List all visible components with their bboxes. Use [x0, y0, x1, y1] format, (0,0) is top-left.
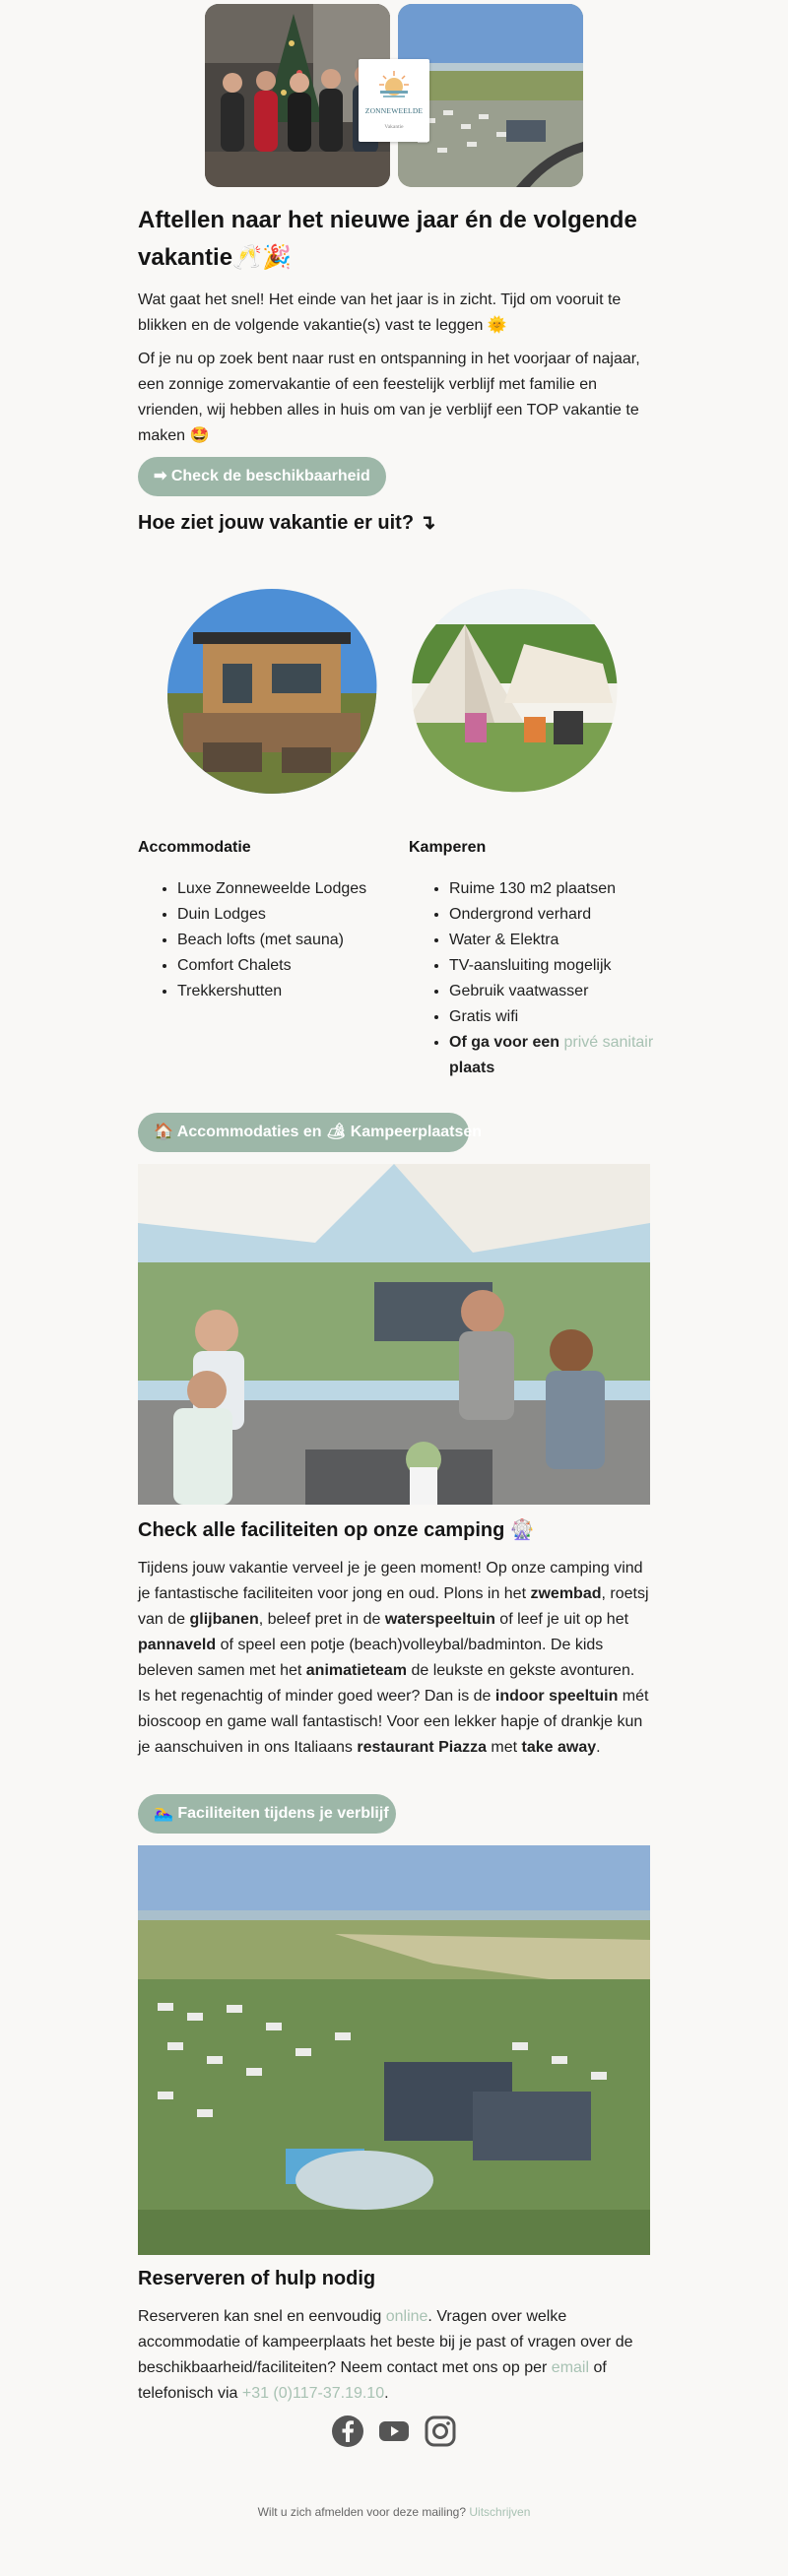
restaurant-terrace-photo — [138, 1164, 650, 1505]
logo-subtitle: Vakantie — [384, 124, 404, 130]
online-link[interactable]: online — [385, 2308, 428, 2325]
private-sanitary-link[interactable]: privé sanitair — [563, 1034, 654, 1051]
facilities-button[interactable]: 🏊‍♀️ Faciliteiten tijdens je verblijf — [138, 1794, 396, 1834]
brand-logo — [359, 59, 429, 142]
list-item: • Luxe Zonneweelde Lodges — [177, 876, 404, 902]
accommodation-heading: Accommodatie — [138, 839, 251, 856]
intro-paragraph-1: Wat gaat het snel! Het einde van het jaar is in zicht. Tijd om vooruit te blikken en de volgende vakantie(s) vast te leggen 🌞 — [138, 291, 622, 334]
facilities-paragraph: Tijdens jouw vakantie verveel je je geen moment! Op onze camping vind je fantastische faciliteiten voor jong en oud. Plons in het zwembad, roetsj van de glijbanen, beleef pret in de waterspeeltuin of leef je uit op het pannaveld of speel een potje (beach)volleybal/badminton. De kids beleven samen met het animatieteam de leukste en gekste avonturen. Is het regenachtig of minder goed weer? Dan is de indoor speeltuin mét bioscoop en game wall fantastisch! Voor een lekker hapje of drankje kun je aanschuiven in ons Italiaans restaurant Piazza met take away. — [138, 1560, 649, 1756]
accommodation-list — [138, 876, 404, 1004]
check-availability-button[interactable]: ➡ Check de beschikbaarheid — [138, 457, 386, 496]
reserve-heading: Reserveren of hulp nodig — [138, 2268, 376, 2289]
list-item-private-sanitary: • Of ga voor een privé sanitair plaats — [449, 1030, 690, 1081]
list-item: • Beach lofts (met sauna) — [177, 928, 404, 953]
unsubscribe-link[interactable]: Uitschrijven — [469, 2505, 531, 2519]
list-item: • Duin Lodges — [177, 902, 404, 928]
list-item: • Gratis wifi — [449, 1004, 690, 1030]
accommodations-camping-button[interactable]: 🏠 Accommodaties en 🏕 Kampeerplaatsen — [138, 1113, 469, 1152]
camping-list — [410, 876, 690, 1081]
list-item: • Water & Elektra — [449, 928, 690, 953]
unsubscribe-footer: Wilt u zich afmelden voor deze mailing? Uitschrijven — [257, 2505, 531, 2519]
camping-photo — [406, 585, 623, 802]
accommodation-photo — [164, 585, 380, 802]
sun-logo-icon — [376, 67, 412, 102]
list-item: • Ruime 130 m2 plaatsen — [449, 876, 690, 902]
list-item: • Ondergrond verhard — [449, 902, 690, 928]
list-item: • Trekkershutten — [177, 979, 404, 1004]
reserve-paragraph: Reserveren kan snel en eenvoudig online. Vragen over welke accommodatie of kampeerplaats het beste bij je past of vragen over de beschikbaarheid/faciliteiten? Neem contact met ons op per email of telefonisch via +31 (0)117-37.19.10. — [138, 2308, 633, 2402]
instagram-icon[interactable] — [424, 2415, 457, 2448]
logo-text: ZONNEWEELDE — [364, 106, 424, 115]
page-title: Aftellen naar het nieuwe jaar én de volgende vakantie🥂🎉 — [138, 207, 637, 271]
list-item: • Gebruik vaatwasser — [449, 979, 690, 1004]
youtube-icon[interactable] — [377, 2415, 411, 2448]
facilities-heading: Check alle faciliteiten op onze camping 🎡 — [138, 1519, 535, 1541]
camping-heading: Kamperen — [409, 839, 487, 856]
list-item: • Comfort Chalets — [177, 953, 404, 979]
list-item: • TV-aansluiting mogelijk — [449, 953, 690, 979]
intro-paragraph-2: Of je nu op zoek bent naar rust en ontspanning in het voorjaar of najaar, een zonnige zomervakantie of een feestelijk verblijf met familie en vrienden, wij hebben alles in huis om van je verblijf een TOP vakantie te maken 🤩 — [138, 351, 640, 444]
campsite-aerial-photo — [138, 1845, 650, 2255]
phone-link[interactable]: +31 (0)117-37.19.10 — [241, 2385, 385, 2402]
facebook-icon[interactable] — [331, 2415, 364, 2448]
email-link[interactable]: email — [551, 2359, 590, 2376]
vacation-heading: Hoe ziet jouw vakantie er uit? ↴ — [138, 512, 436, 534]
